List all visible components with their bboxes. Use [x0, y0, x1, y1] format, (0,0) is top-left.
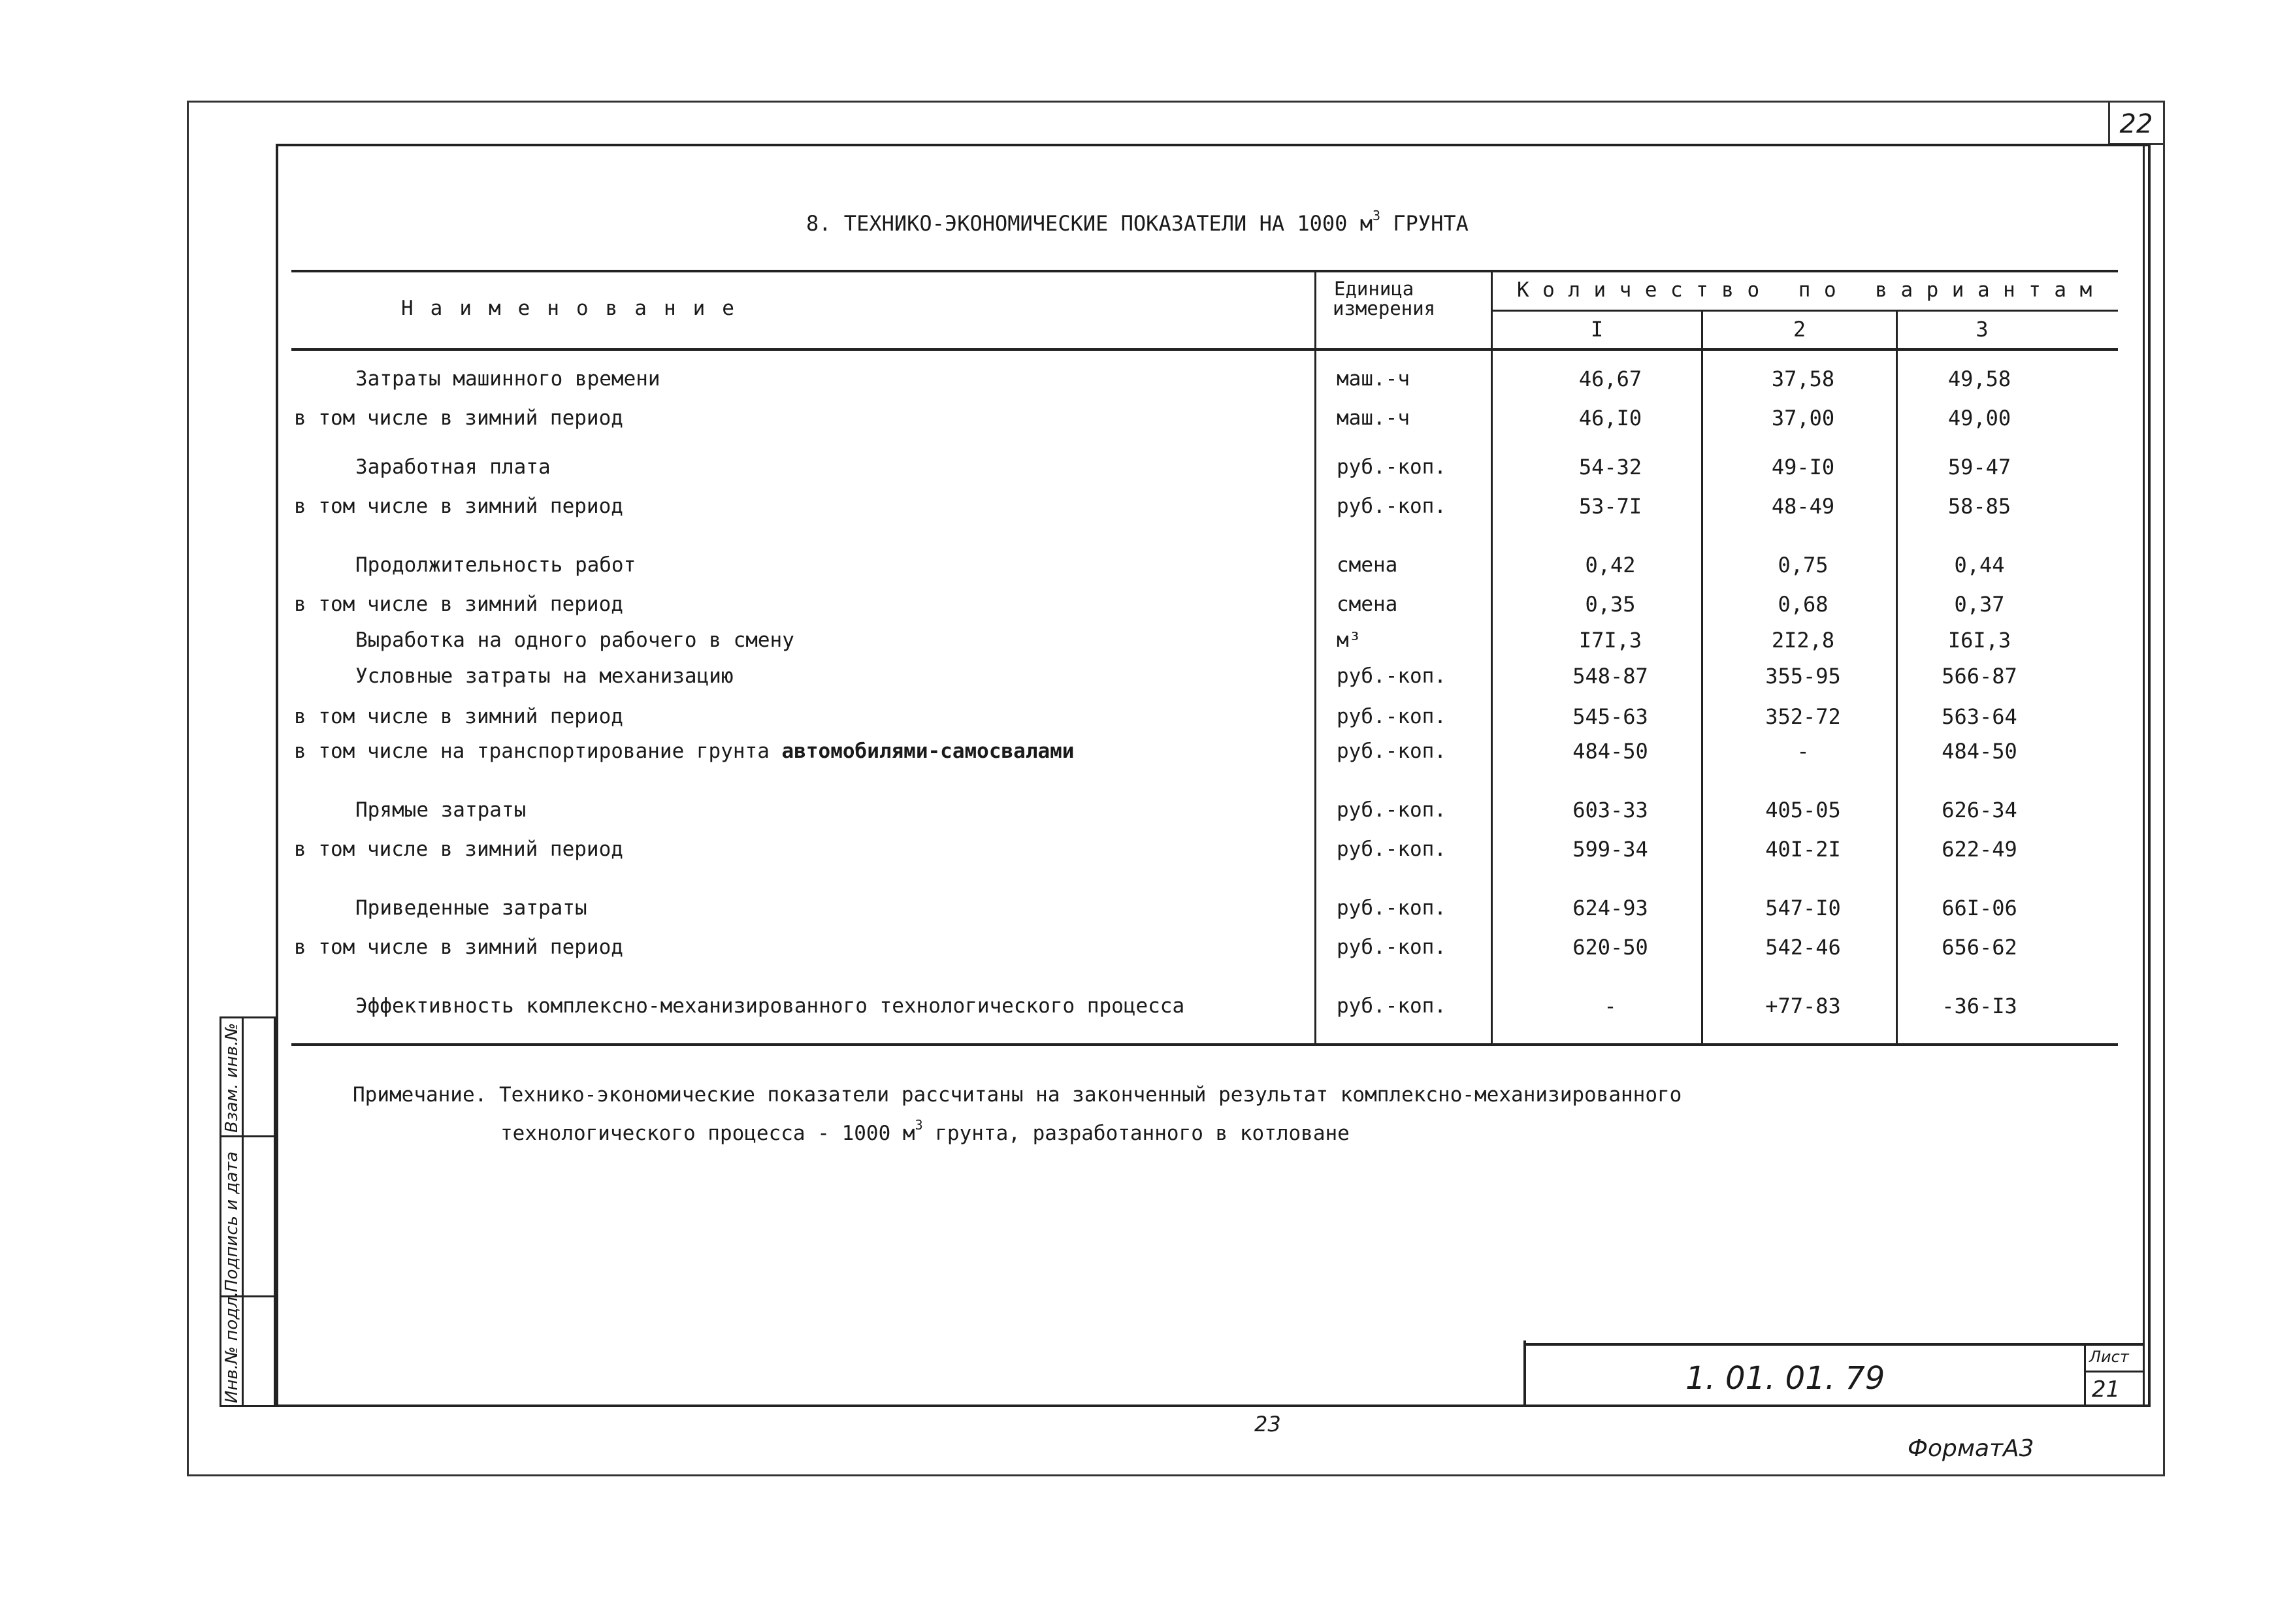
row-name: Заработная плата — [355, 455, 551, 479]
row-value-variant-2: 0,68 — [1778, 592, 1829, 617]
row-name: Затраты машинного времени — [355, 367, 660, 391]
row-unit: маш.-ч — [1337, 367, 1410, 391]
note-line-1: Примечание. Технико-экономические показатели рассчитаны на законченный результат комплексно-механизированного — [353, 1083, 1682, 1107]
title-block-left-line — [1523, 1340, 1526, 1406]
row-value-variant-1: - — [1604, 994, 1617, 1018]
row-value-variant-3: 49,00 — [1947, 406, 2011, 430]
row-value-variant-1: 484-50 — [1572, 739, 1648, 764]
row-value-variant-2: 40I-2I — [1765, 837, 1841, 862]
row-value-variant-3: 49,58 — [1947, 366, 2011, 391]
row-unit: руб.-коп. — [1337, 495, 1446, 518]
row-value-variant-3: 626-34 — [1942, 798, 2017, 822]
row-unit: маш.-ч — [1337, 406, 1410, 430]
row-unit: руб.-коп. — [1337, 664, 1446, 688]
row-value-variant-1: 53-7I — [1578, 494, 1642, 519]
row-value-variant-2: 547-I0 — [1765, 896, 1841, 920]
row-value-variant-1: 46,I0 — [1578, 406, 1642, 430]
row-name: в том числе в зимний период — [294, 705, 623, 728]
table-bottom-line — [291, 1043, 2118, 1046]
header-unit-line2: измерения — [1333, 297, 1436, 319]
side-stamp-label-inv: Инв.№ подл. — [222, 1291, 242, 1403]
title-block-top-line — [1523, 1343, 2144, 1346]
side-stamp-divider-1 — [220, 1135, 276, 1137]
header-unit-line1: Единица — [1334, 278, 1414, 300]
side-stamp-label-replace: Взам. инв.№ — [222, 1022, 242, 1133]
table-header-bottom-line — [291, 348, 2118, 351]
row-unit: руб.-коп. — [1337, 798, 1446, 822]
row-unit: смена — [1337, 593, 1398, 616]
row-value-variant-1: 545-63 — [1572, 704, 1648, 729]
header-name: Наименование — [401, 297, 751, 320]
row-value-variant-1: 599-34 — [1572, 837, 1648, 862]
row-value-variant-3: 0,44 — [1954, 553, 2005, 577]
row-unit: руб.-коп. — [1337, 705, 1446, 728]
row-unit: руб.-коп. — [1337, 935, 1446, 959]
row-value-variant-3: 622-49 — [1942, 837, 2017, 862]
note-line-2: технологического процесса - 1000 $м^3$ грунта, разработанного в котловане — [500, 1117, 1350, 1145]
row-name: в том числе в зимний период — [294, 406, 623, 430]
outer-page-number: 22 — [2119, 109, 2153, 139]
row-value-variant-2: 37,00 — [1771, 406, 1835, 430]
row-unit: руб.-коп. — [1337, 896, 1446, 920]
row-value-variant-2: 48-49 — [1771, 494, 1835, 519]
header-qty: Количество по вариантам — [1517, 278, 2106, 302]
row-unit: руб.-коп. — [1337, 455, 1446, 479]
row-name: в том числе в зимний период — [294, 495, 623, 518]
row-value-variant-2: 355-95 — [1765, 664, 1841, 689]
row-value-variant-1: 548-87 — [1572, 664, 1648, 689]
row-value-variant-3: 0,37 — [1954, 592, 2005, 617]
row-name: в том числе в зимний период — [294, 837, 623, 861]
side-stamp-vdivider — [242, 1016, 244, 1407]
row-value-variant-3: 58-85 — [1947, 494, 2011, 519]
row-value-variant-3: 656-62 — [1942, 935, 2017, 960]
row-name: Эффективность комплексно-механизированного технологического процесса — [355, 994, 1185, 1018]
row-name: Выработка на одного рабочего в смену — [355, 628, 794, 652]
row-value-variant-1: 0,42 — [1585, 553, 1636, 577]
sheet-number: 21 — [2092, 1376, 2121, 1403]
row-name: в том числе в зимний период — [294, 935, 623, 959]
row-value-variant-2: 405-05 — [1765, 798, 1841, 822]
row-unit: руб.-коп. — [1337, 837, 1446, 861]
qty-subheader-line — [1491, 310, 2118, 312]
row-value-variant-2: 2I2,8 — [1771, 628, 1835, 653]
row-name: в том числе на транспортирование грунта автомобилями-самосвалами — [294, 739, 1075, 763]
row-value-variant-3: 566-87 — [1942, 664, 2017, 689]
row-value-variant-1: 620-50 — [1572, 935, 1648, 960]
header-variant-1: I — [1590, 317, 1604, 342]
bold-fragment: автомобилями-самосвалами — [781, 739, 1075, 763]
row-value-variant-3: I6I,3 — [1947, 628, 2011, 653]
row-value-variant-2: - — [1797, 739, 1810, 764]
row-value-variant-3: 66I-06 — [1942, 896, 2017, 920]
bottom-page-number: 23 — [1254, 1412, 1281, 1437]
row-value-variant-2: 37,58 — [1771, 366, 1835, 391]
header-variant-3: 3 — [1976, 317, 1989, 342]
title-block-sheet-hline — [2084, 1371, 2144, 1372]
row-unit: руб.-коп. — [1337, 739, 1446, 763]
row-value-variant-2: 352-72 — [1765, 704, 1841, 729]
document-code: 1. 01. 01. 79 — [1685, 1360, 1885, 1397]
row-value-variant-3: -36-I3 — [1942, 994, 2017, 1018]
row-value-variant-1: I7I,3 — [1578, 628, 1642, 653]
row-name: Условные затраты на механизацию — [355, 664, 734, 688]
row-name: Продолжительность работ — [355, 553, 636, 577]
row-name: Приведенные затраты — [355, 896, 587, 920]
row-value-variant-1: 46,67 — [1578, 366, 1642, 391]
row-value-variant-2: 49-I0 — [1771, 455, 1835, 479]
col-divider-qty — [1491, 270, 1493, 1046]
row-value-variant-2: +77-83 — [1765, 994, 1841, 1018]
header-variant-2: 2 — [1793, 317, 1806, 342]
table-top-line — [291, 270, 2118, 272]
row-unit: м³ — [1337, 628, 1361, 652]
row-value-variant-3: 563-64 — [1942, 704, 2017, 729]
row-value-variant-1: 54-32 — [1578, 455, 1642, 479]
row-value-variant-1: 603-33 — [1572, 798, 1648, 822]
row-unit: смена — [1337, 553, 1398, 577]
col-divider-unit — [1314, 270, 1316, 1046]
row-value-variant-1: 0,35 — [1585, 592, 1636, 617]
row-name: в том числе в зимний период — [294, 593, 623, 616]
format-label: ФорматА3 — [1908, 1435, 2034, 1462]
document-title: 8. ТЕХНИКО-ЭКОНОМИЧЕСКИЕ ПОКАЗАТЕЛИ НА 1000 $м^3$ ГРУНТА — [806, 208, 1469, 236]
row-value-variant-3: 59-47 — [1947, 455, 2011, 479]
row-value-variant-1: 624-93 — [1572, 896, 1648, 920]
row-name: Прямые затраты — [355, 798, 527, 822]
row-value-variant-2: 542-46 — [1765, 935, 1841, 960]
side-stamp-label-signature: Подпись и дата — [222, 1151, 242, 1292]
row-unit: руб.-коп. — [1337, 994, 1446, 1018]
row-value-variant-2: 0,75 — [1778, 553, 1829, 577]
sheet-label: Лист — [2089, 1348, 2129, 1366]
title-block-sheet-divider — [2084, 1343, 2086, 1406]
row-value-variant-3: 484-50 — [1942, 739, 2017, 764]
inner-frame-right-double — [2143, 145, 2145, 1406]
